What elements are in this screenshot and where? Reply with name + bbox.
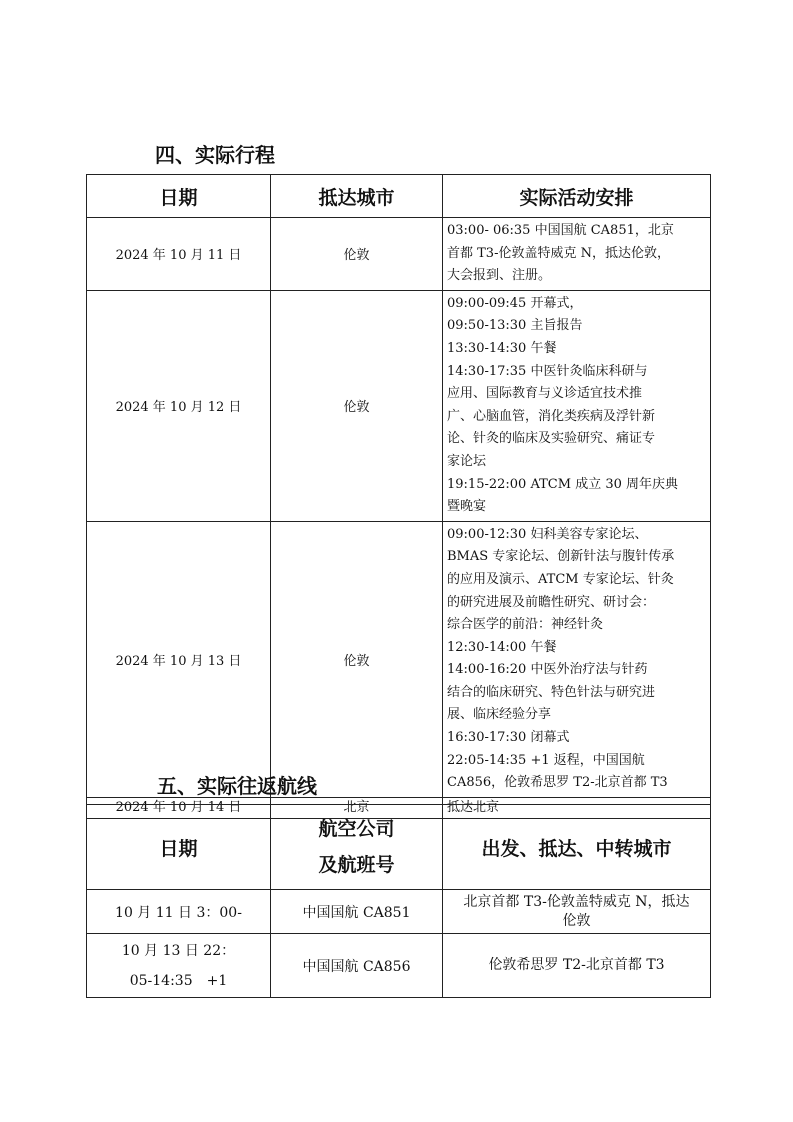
activity-line: 暨晚宴: [447, 499, 487, 515]
itinerary-row: [87, 218, 711, 291]
activity-line: 12:30-14:00 午餐: [447, 639, 557, 655]
row-activities: [443, 218, 711, 291]
flight-date-line: 10 月 11 日 3：00-: [115, 904, 242, 921]
activity-line: 09:00-09:45 开幕式，: [447, 295, 583, 311]
activity-line: 广、心脑血管，消化类疾病及浮针新: [447, 408, 656, 424]
activity-line: 综合医学的前沿：神经针灸: [447, 617, 604, 633]
activity-line: 14:30-17:35 中医针灸临床科研与: [447, 363, 648, 379]
row-date: 2024 年 10 月 12 日: [87, 290, 271, 521]
row-date: 2024 年 10 月 13 日: [87, 521, 271, 797]
flight-route-line: 北京首都 T3-伦敦盖特威克 N，抵达: [463, 893, 690, 910]
row-city: 伦敦: [271, 218, 443, 291]
activity-line: 家论坛: [447, 453, 487, 469]
header-date: 日期: [87, 175, 271, 218]
section-4-title: 四、实际行程: [155, 143, 275, 167]
activity-line: 22:05-14:35 +1 返程，中国国航: [447, 752, 645, 768]
activity-line: 应用、国际教育与义诊适宜技术推: [447, 386, 643, 402]
flight-route: [443, 890, 711, 934]
activity-line: 展、临床经验分享: [447, 707, 552, 723]
flight-date-line: 05-14:35 +1: [129, 972, 228, 989]
header-airline: [271, 805, 443, 890]
activity-line: 的应用及演示、ATCM 专家论坛、针灸: [447, 571, 674, 587]
header-airline-line: 及航班号: [318, 854, 395, 876]
flight-date: [87, 934, 271, 998]
activity-line: 14:00-16:20 中医外治疗法与针药: [447, 662, 648, 678]
row-date: 2024 年 10 月 11 日: [87, 218, 271, 291]
activity-line: 09:50-13:30 主旨报告: [447, 318, 583, 334]
flights-table: [86, 804, 711, 998]
activity-line: 09:00-12:30 妇科美容专家论坛、: [447, 526, 648, 542]
flight-airline: 中国国航 CA856: [271, 934, 443, 998]
row-activities: [443, 290, 711, 521]
row-activities: [443, 521, 711, 797]
activity-line: 19:15-22:00 ATCM 成立 30 周年庆典: [447, 476, 678, 492]
activity-line: 首都 T3-伦敦盖特威克 N，抵达伦敦，: [447, 245, 670, 261]
flight-route-line: 伦敦希思罗 T2-北京首都 T3: [488, 957, 665, 973]
activity-line: 16:30-17:30 闭幕式: [447, 730, 570, 746]
flight-route-line: 伦敦: [562, 912, 591, 929]
flight-route: [443, 934, 711, 998]
activity-line: CA856，伦敦希思罗 T2-北京首都 T3: [447, 775, 668, 791]
flight-row: [87, 890, 711, 934]
flight-airline: 中国国航 CA851: [271, 890, 443, 934]
flight-row: [87, 934, 711, 998]
activity-line: BMAS 专家论坛、创新针法与腹针传承: [447, 549, 675, 565]
header-route: 出发、抵达、中转城市: [443, 805, 711, 890]
activity-line: 03:00- 06:35 中国国航 CA851，北京: [447, 223, 674, 238]
activity-line: 大会报到、注册。: [447, 268, 552, 284]
activity-line: 的研究进展及前瞻性研究、研讨会：: [447, 594, 656, 610]
itinerary-row: [87, 290, 711, 521]
itinerary-header-row: [87, 175, 711, 218]
header-airline-line: 航空公司: [318, 818, 395, 840]
flight-date-line: 10 月 13 日 22：: [121, 942, 236, 959]
activity-line: 抵达北京: [447, 799, 500, 815]
header-city: 抵达城市: [271, 175, 443, 218]
itinerary-table: [86, 174, 711, 819]
flights-header-row: [87, 805, 711, 890]
section-5-title: 五、实际往返航线: [157, 774, 317, 798]
row-date: 2024 年 10 月 14 日: [87, 797, 271, 818]
activity-line: 论、针灸的临床及实验研究、痛证专: [447, 431, 656, 447]
header-activities: 实际活动安排: [443, 175, 711, 218]
row-city: 伦敦: [271, 521, 443, 797]
itinerary-row: [87, 521, 711, 797]
flight-date: [87, 890, 271, 934]
activity-line: 结合的临床研究、特色针法与研究进: [447, 684, 656, 700]
row-city: 伦敦: [271, 290, 443, 521]
header-date: 日期: [87, 805, 271, 890]
activity-line: 13:30-14:30 午餐: [447, 340, 557, 356]
row-city: 北京: [271, 797, 443, 818]
